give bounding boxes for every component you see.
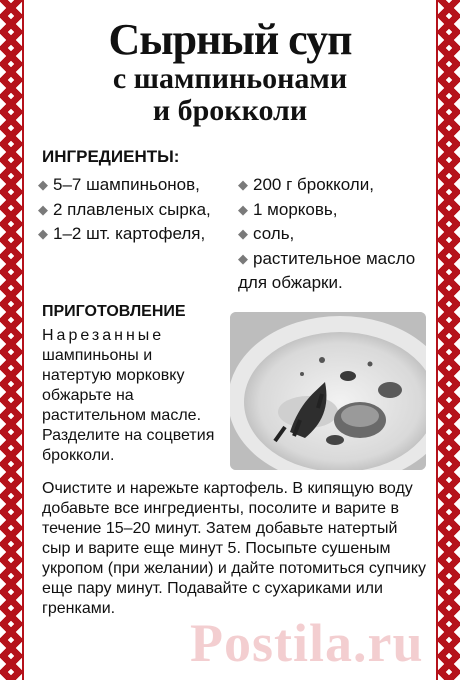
right-ornament-border (436, 0, 460, 680)
diamond-bullet-icon: ◆ (238, 226, 248, 241)
preparation-text-wide: Очистите и нарежьте картофель. В кипящую воду добавьте все ингредиенты, посолите и варите в течение 15–20 минут. Затем добавьте натертый сыр и варите еще минут 5. Посыпьте сушеным укропом (при желании) и дайте потомиться супчику еще пару минут. Подавайте с сухариками или гренками. (42, 480, 426, 617)
ingredient-item: ◆ 2 плавленых сырка, (38, 199, 211, 219)
ingredients-column-1 (38, 173, 238, 247)
diamond-bullet-icon: ◆ (238, 177, 248, 192)
soup-photo (230, 312, 426, 470)
ingredient-item: ◆ растительное масло для обжарки. (238, 248, 416, 292)
title-line-3: и брокколи (152, 94, 308, 127)
ingredient-item: ◆ 1–2 шт. картофеля, (38, 224, 206, 243)
diamond-bullet-icon: ◆ (38, 226, 48, 241)
diamond-bullet-icon: ◆ (238, 201, 248, 217)
title-line-2: с шампиньонами (112, 62, 348, 95)
recipe-title (30, 15, 430, 127)
ingredients-column-2 (238, 173, 428, 295)
diamond-bullet-icon: ◆ (38, 177, 48, 192)
ingredient-item: ◆ 1 морковь, (238, 199, 338, 219)
diamond-bullet-icon: ◆ (238, 250, 248, 266)
ingredient-item: ◆ соль, (238, 224, 295, 243)
soup-bowl-image (230, 312, 426, 470)
ingredient-item: ◆ 200 г брокколи, (238, 175, 374, 194)
diamond-bullet-icon: ◆ (38, 201, 48, 217)
preparation-lead-word: Нарезанные (42, 327, 165, 344)
ingredient-item: ◆ 5–7 шампиньонов, (38, 175, 200, 194)
preparation-heading: ПРИГОТОВЛЕНИЕ (42, 303, 186, 320)
watermark: Postila.ru (190, 613, 424, 673)
title-line-1: Сырный суп (108, 15, 352, 64)
ingredients-heading: ИНГРЕДИЕНТЫ: (42, 147, 180, 166)
left-ornament-border (0, 0, 24, 680)
recipe-content (30, 0, 430, 680)
preparation-text-narrow: Нарезанные шампиньоны и натертую морковку обжарьте на растительном масле. Разделите на соцветия брокколи. (42, 327, 215, 464)
